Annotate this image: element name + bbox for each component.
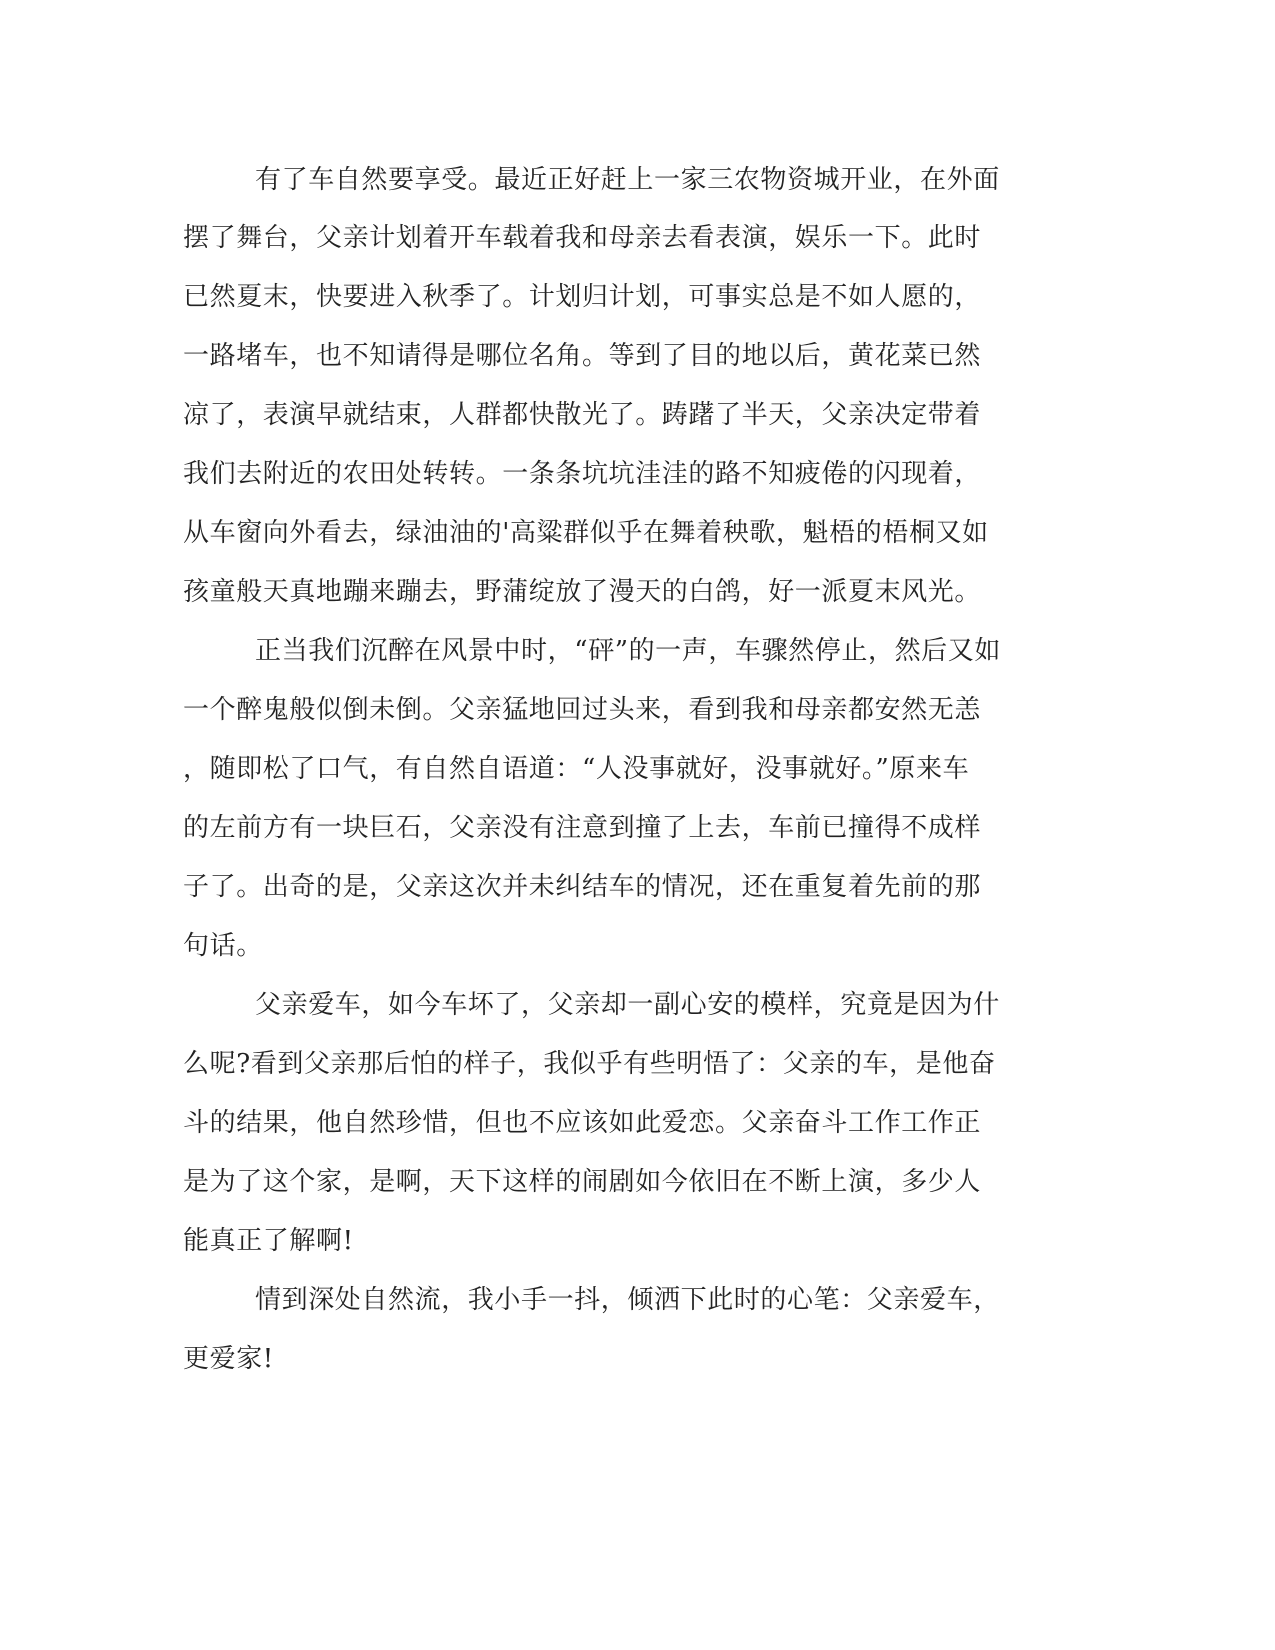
paragraph-1-line-6: 我们去附近的农田处转转。一条条坑坑洼洼的路不知疲倦的闪现着， <box>183 459 982 489</box>
paragraph-1-line-3: 已然夏末，快要进入秋季了。计划归计划，可事实总是不如人愿的， <box>183 282 982 312</box>
paragraph-2-line-4: 的左前方有一块巨石，父亲没有注意到撞了上去，车前已撞得不成样 <box>183 813 982 843</box>
paragraph-4-line-2: 更爱家! <box>183 1344 274 1374</box>
paragraph-4-line-1: 情到深处自然流，我小手一抖，倾洒下此时的心笔：父亲爱车， <box>255 1285 1000 1315</box>
paragraph-2-line-3: ，随即松了口气，有自然自语道：“人没事就好，没事就好。”原来车 <box>183 754 970 784</box>
paragraph-3-line-1: 父亲爱车，如今车坏了，父亲却一副心安的模样，究竟是因为什 <box>255 990 1000 1020</box>
paragraph-2-line-5: 子了。出奇的是，父亲这次并未纠结车的情况，还在重复着先前的那 <box>183 872 982 902</box>
paragraph-1-line-8: 孩童般天真地蹦来蹦去，野蒲绽放了漫天的白鸽，好一派夏末风光。 <box>183 577 982 607</box>
paragraph-2-line-2: 一个醉鬼般似倒未倒。父亲猛地回过头来，看到我和母亲都安然无恙 <box>183 695 982 725</box>
paragraph-1-line-2: 摆了舞台，父亲计划着开车载着我和母亲去看表演，娱乐一下。此时 <box>183 223 982 253</box>
paragraph-1-line-7: 从车窗向外看去，绿油油的'高粱群似乎在舞着秧歌，魁梧的梧桐又如 <box>183 518 989 548</box>
paragraph-3-line-5: 能真正了解啊! <box>183 1226 354 1256</box>
paragraph-1-line-5: 凉了，表演早就结束，人群都快散光了。踌躇了半天，父亲决定带着 <box>183 400 982 430</box>
paragraph-2-line-1: 正当我们沉醉在风景中时，“砰”的一声，车骤然停止，然后又如 <box>255 636 1001 666</box>
paragraph-1-line-1: 有了车自然要享受。最近正好赶上一家三农物资城开业，在外面 <box>255 165 1000 195</box>
paragraph-1-line-4: 一路堵车，也不知请得是哪位名角。等到了目的地以后，黄花菜已然 <box>183 341 982 371</box>
paragraph-2-line-6: 句话。 <box>183 931 263 961</box>
paragraph-3-line-2: 么呢?看到父亲那后怕的样子，我似乎有些明悟了：父亲的车，是他奋 <box>183 1049 996 1079</box>
paragraph-3-line-3: 斗的结果，他自然珍惜，但也不应该如此爱恋。父亲奋斗工作工作正 <box>183 1108 982 1138</box>
paragraph-3-line-4: 是为了这个家，是啊，天下这样的闹剧如今依旧在不断上演，多少人 <box>183 1167 982 1197</box>
